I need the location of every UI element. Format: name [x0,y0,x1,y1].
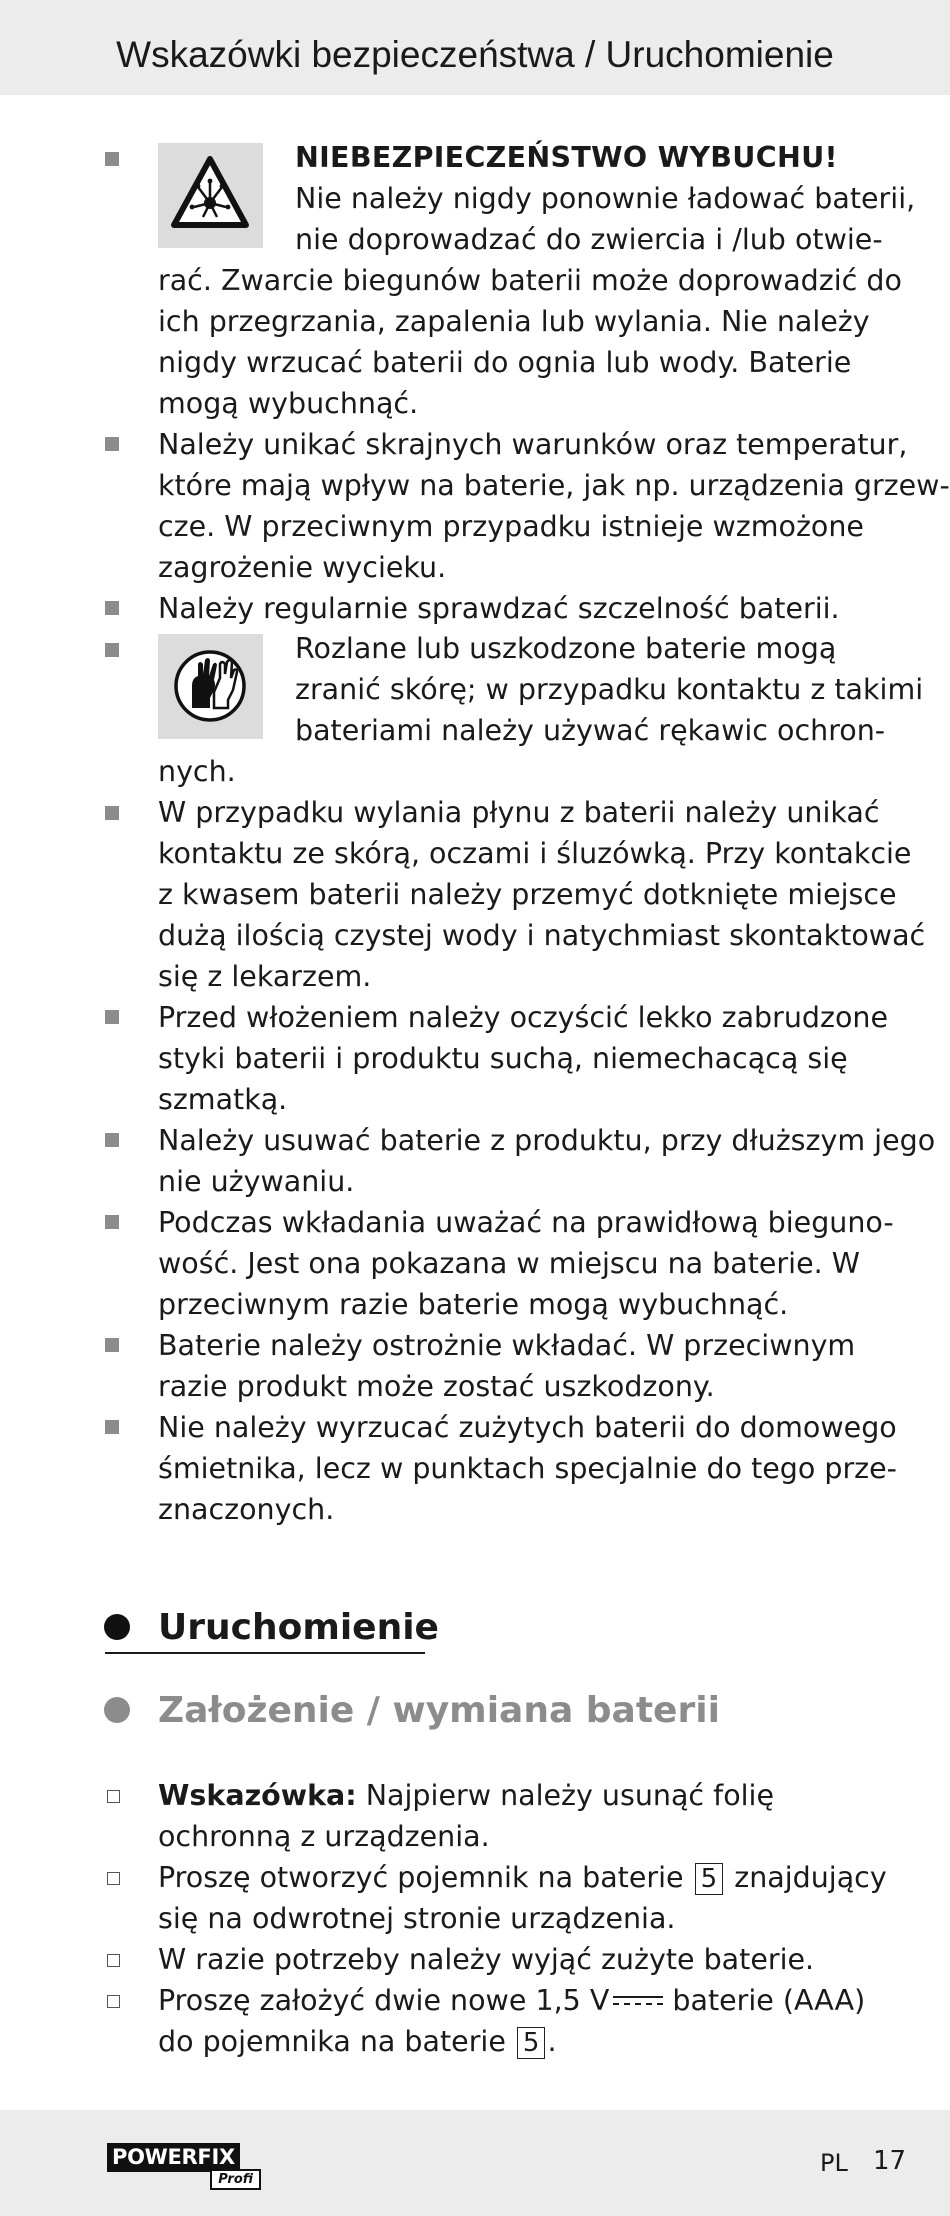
bullet-marker [105,806,119,820]
brand-name: POWERFIX [107,2143,240,2172]
step-marker [107,1790,120,1803]
disposal-line: znaczonych. [158,1493,335,1526]
page-title: Wskazówki bezpieczeństwa / Uruchomienie [116,34,834,75]
gloves-line: bateriami należy używać rękawic ochron- [295,714,886,747]
careful-insert-line: razie produkt może zostać uszkodzony. [158,1370,715,1403]
step-marker [107,1995,120,2008]
remove-batteries-line: Należy usuwać baterie z produktu, przy dłuższym jego [158,1124,936,1157]
explosion-line: Nie należy nigdy ponownie ładować baterii, [295,182,916,215]
open-text: znajdujący [725,1861,887,1894]
leak-line: W przypadku wylania płynu z baterii należy unikać [158,796,880,829]
insert-text: do pojemnika na baterie [158,2025,515,2058]
leak-line: z kwasem baterii należy przemyć dotknięte miejsce [158,878,897,911]
bullet-marker [105,152,119,166]
insert-batteries-line [158,1980,866,2021]
insert-batteries-line [158,2021,848,2062]
extreme-conditions-line: które mają wpływ na baterie, jak np. urządzenia grzew- [158,469,950,502]
insert-text: . [547,2025,557,2058]
extreme-conditions-line: Należy unikać skrajnych warunków oraz temperatur, [158,428,908,461]
explosion-warning-icon [158,143,263,248]
bullet-marker [105,601,119,615]
leak-line: kontaktu ze skórą, oczami i śluzówką. Przy kontakcie [158,837,912,870]
explosion-line: mogą wybuchnąć. [158,387,419,420]
bullet-marker [105,1215,119,1229]
disposal-line: śmietnika, lecz w punktach specjalnie do tego prze- [158,1452,897,1485]
extreme-conditions-line: cze. W przeciwnym przypadku istnieje wzmożone [158,510,864,543]
section-dot [104,1614,130,1640]
part-reference: 5 [695,1863,724,1895]
bullet-marker [105,1420,119,1434]
battery-replace-heading: Założenie / wymiana baterii [158,1690,720,1731]
subsection-dot [104,1697,130,1723]
protective-gloves-icon [158,634,263,739]
bullet-marker [105,1133,119,1147]
heading-underline [105,1652,425,1654]
extreme-conditions-line: zagrożenie wycieku. [158,551,447,584]
leak-line: się z lekarzem. [158,960,372,993]
dc-current-icon [609,1992,663,2012]
bullet-marker [105,1010,119,1024]
explosion-line: nie doprowadzać do zwiercia i /lub otwie- [295,223,883,256]
open-compartment-line [158,1857,887,1898]
polarity-line: Podczas wkładania uważać na prawidłową bieguno- [158,1206,894,1239]
check-tightness-line: Należy regularnie sprawdzać szczelność baterii. [158,592,840,625]
part-reference: 5 [517,2027,546,2059]
clean-contacts-line: szmatką. [158,1083,288,1116]
brand-sub: Profi [210,2169,261,2190]
polarity-line: wość. Jest ona pokazana w miejscu na baterie. W [158,1247,860,1280]
page-number: 17 [873,2146,907,2176]
open-compartment-line: się na odwrotnej stronie urządzenia. [158,1902,676,1935]
open-text: Proszę otworzyć pojemnik na baterie [158,1861,693,1894]
gloves-line: nych. [158,755,236,788]
hint-label: Wskazówka: [158,1779,357,1812]
insert-text: baterie (AAA) [663,1984,866,2017]
hint-text: Najpierw należy usunąć folię [356,1779,774,1812]
explosion-line: rać. Zwarcie biegunów baterii może doprowadzić do [158,264,902,297]
gloves-line: Rozlane lub uszkodzone baterie mogą [295,632,837,665]
step-marker [107,1872,120,1885]
bullet-marker [105,437,119,451]
careful-insert-line: Baterie należy ostrożnie wkładać. W przeciwnym [158,1329,856,1362]
polarity-line: przeciwnym razie baterie mogą wybuchnąć. [158,1288,789,1321]
remove-batteries-line: nie używaniu. [158,1165,355,1198]
explosion-line: nigdy wrzucać baterii do ognia lub wody. Baterie [158,346,852,379]
hint-line [158,1775,848,1816]
explosion-title: NIEBEZPIECZEŃSTWO WYBUCHU! [295,141,838,174]
brand-logo [107,2143,261,2189]
leak-line: dużą ilością czystej wody i natychmiast skontaktować [158,919,926,952]
bullet-marker [105,643,119,657]
page-header [0,0,950,95]
explosion-line: ich przegrzania, zapalenia lub wylania. Nie należy [158,305,870,338]
step-marker [107,1954,120,1967]
startup-heading: Uruchomienie [158,1607,439,1648]
remove-used-line: W razie potrzeby należy wyjąć zużyte baterie. [158,1943,815,1976]
language-code: PL [820,2149,848,2177]
insert-text: Proszę założyć dwie nowe 1,5 V [158,1984,610,2017]
disposal-line: Nie należy wyrzucać zużytych baterii do domowego [158,1411,897,1444]
gloves-line: zranić skórę; w przypadku kontaktu z takimi [295,673,924,706]
hint-line: ochronną z urządzenia. [158,1820,490,1853]
clean-contacts-line: Przed włożeniem należy oczyścić lekko zabrudzone [158,1001,889,1034]
bullet-marker [105,1338,119,1352]
clean-contacts-line: styki baterii i produktu suchą, niemechacącą się [158,1042,848,1075]
